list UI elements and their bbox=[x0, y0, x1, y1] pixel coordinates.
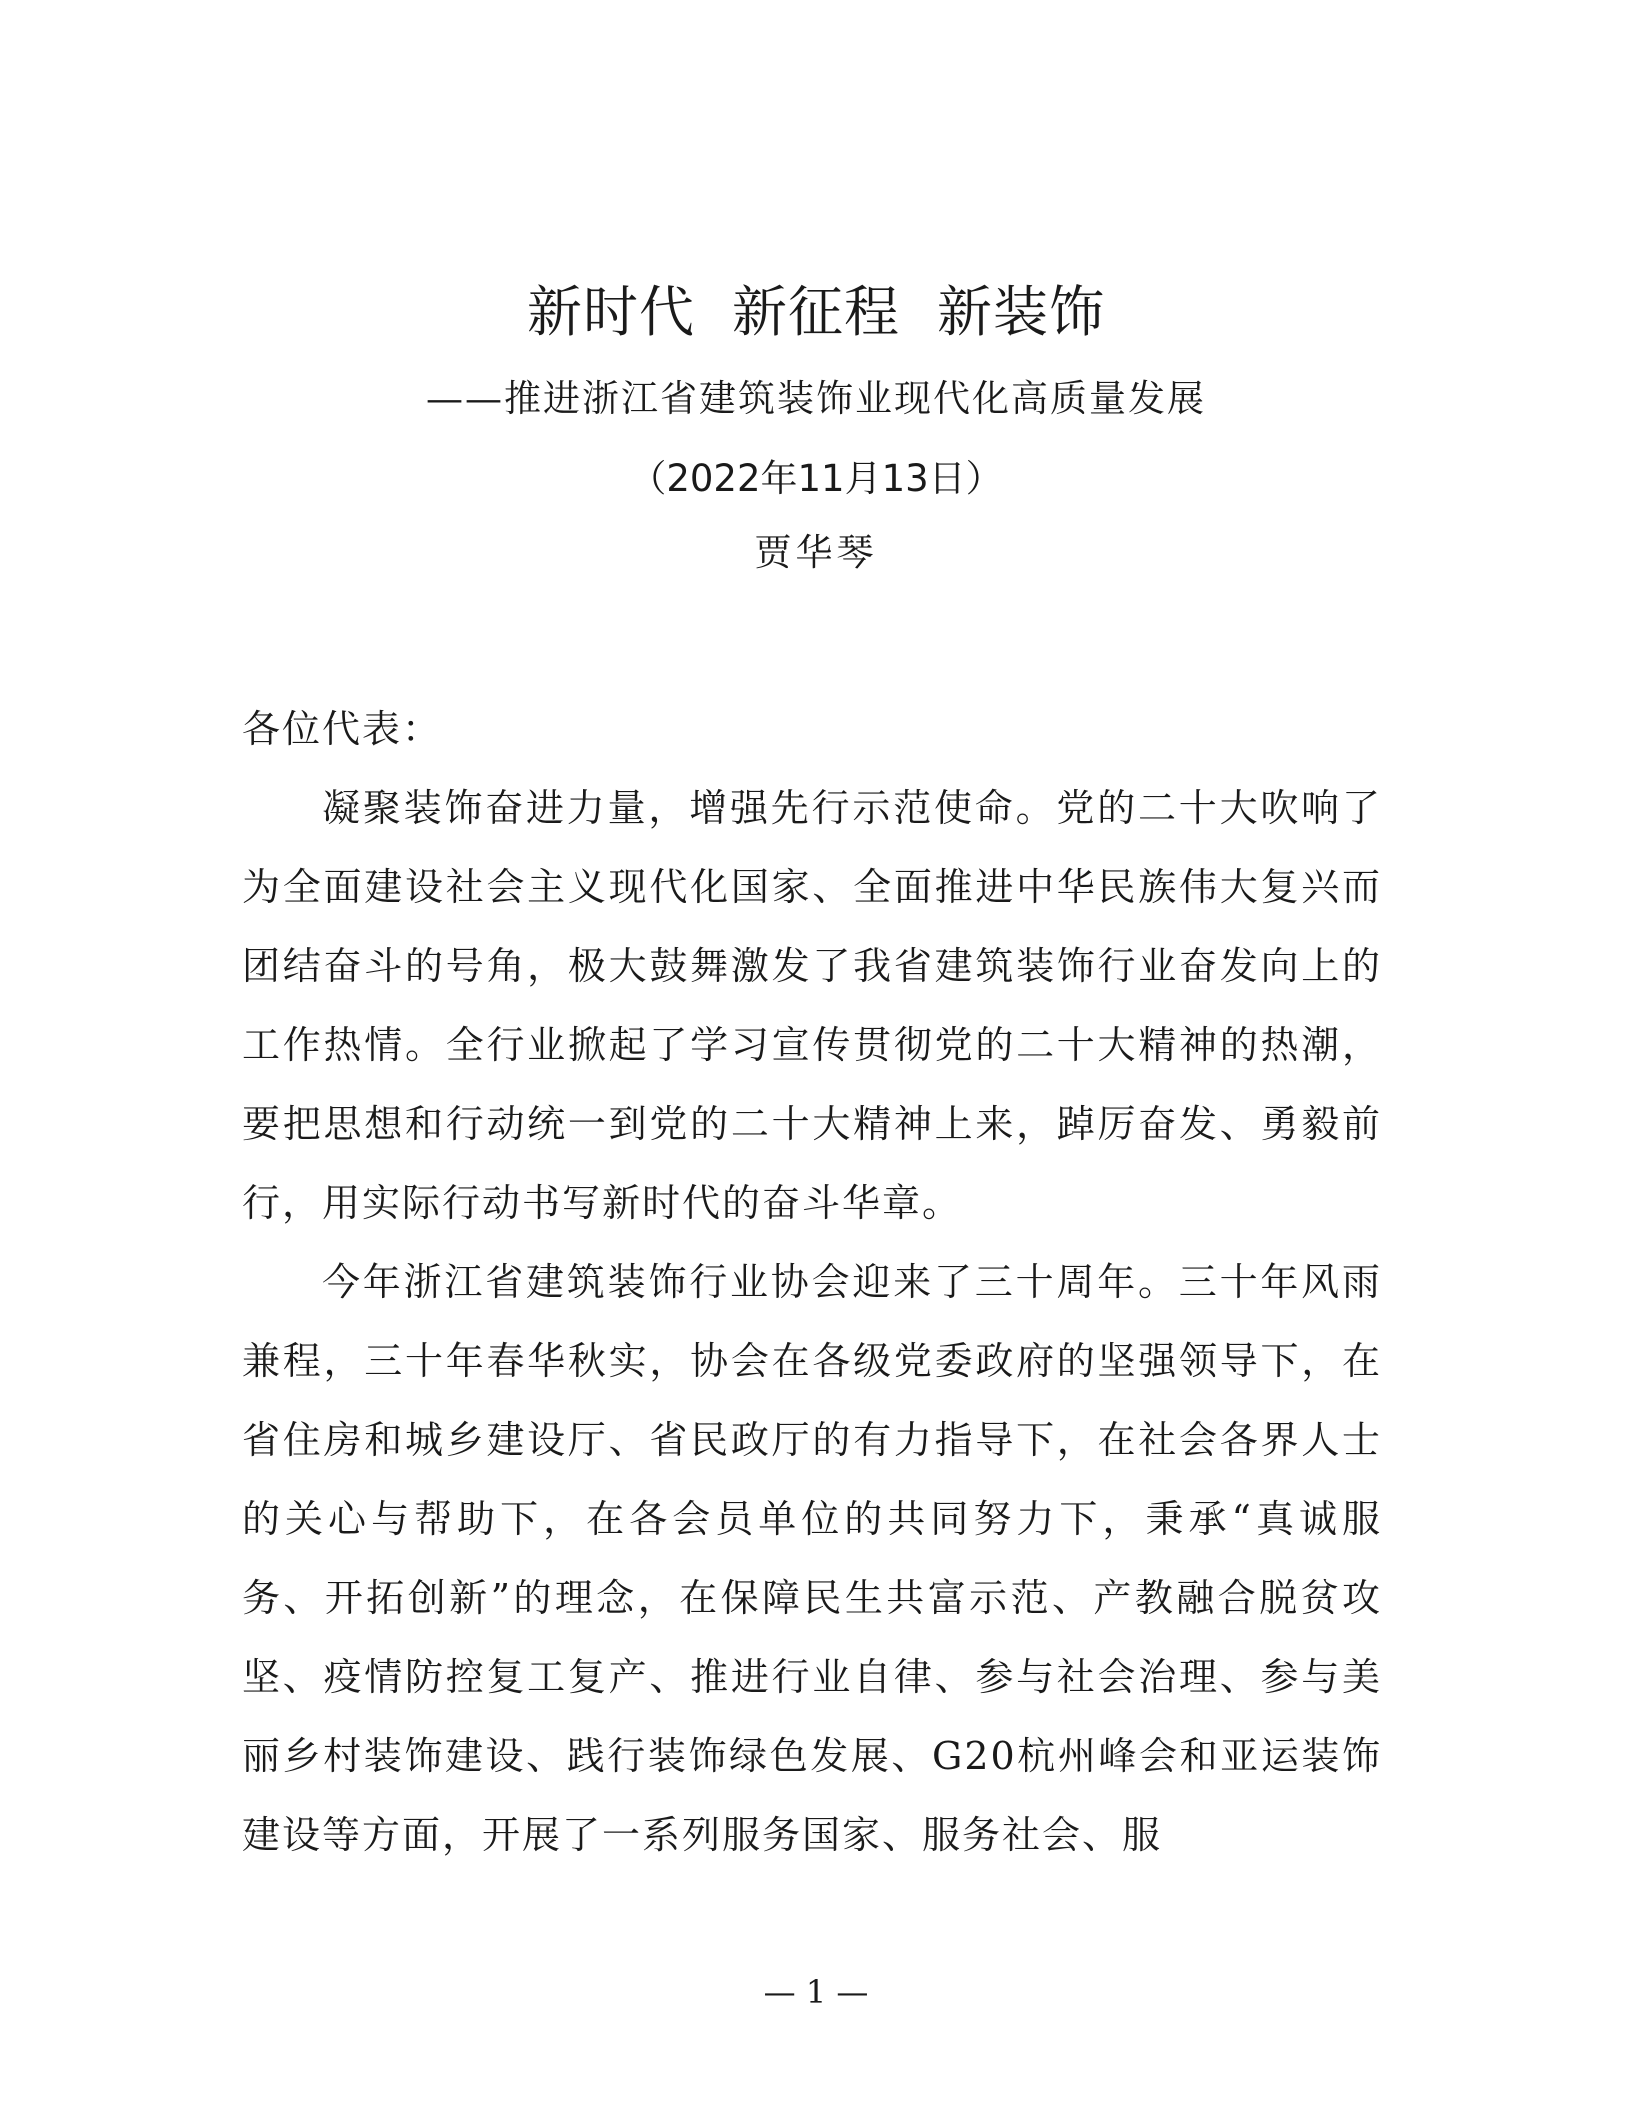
document-title: 新时代 新征程 新装饰 bbox=[527, 280, 1105, 344]
document-subtitle: ——推进浙江省建筑装饰业现代化高质量发展 bbox=[426, 377, 1206, 420]
document-body bbox=[242, 690, 1382, 1875]
paragraph-2: 今年浙江省建筑装饰行业协会迎来了三十周年。三十年风雨兼程，三十年春华秋实，协会在各级党委政府的坚强领导下，在省住房和城乡建设厅、省民政厅的有力指导下，在社会各界人士的关心与帮助下，在各会员单位的共同努力下，秉承“真诚服务、开拓创新”的理念，在保障民生共富示范、产教融合脱贫攻坚、疫情防控复工复产、推进行业自律、参与社会治理、参与美丽乡村装饰建设、践行装饰绿色发展、G20杭州峰会和亚运装饰建设等方面，开展了一系列服务国家、服务社会、服 bbox=[242, 1260, 1382, 1857]
salutation: 各位代表： bbox=[242, 707, 443, 751]
document-author: 贾华琴 bbox=[754, 531, 878, 574]
paragraph-1: 凝聚装饰奋进力量，增强先行示范使命。党的二十大吹响了为全面建设社会主义现代化国家、全面推进中华民族伟大复兴而团结奋斗的号角，极大鼓舞激发了我省建筑装饰行业奋发向上的工作热情。全行业掀起了学习宣传贯彻党的二十大精神的热潮，要把思想和行动统一到党的二十大精神上来，踔厉奋发、勇毅前行，用实际行动书写新时代的奋斗华章。 bbox=[242, 786, 1382, 1225]
page-number: — 1 — bbox=[763, 1973, 869, 2011]
document-date: （2022年11月13日） bbox=[629, 457, 1003, 500]
